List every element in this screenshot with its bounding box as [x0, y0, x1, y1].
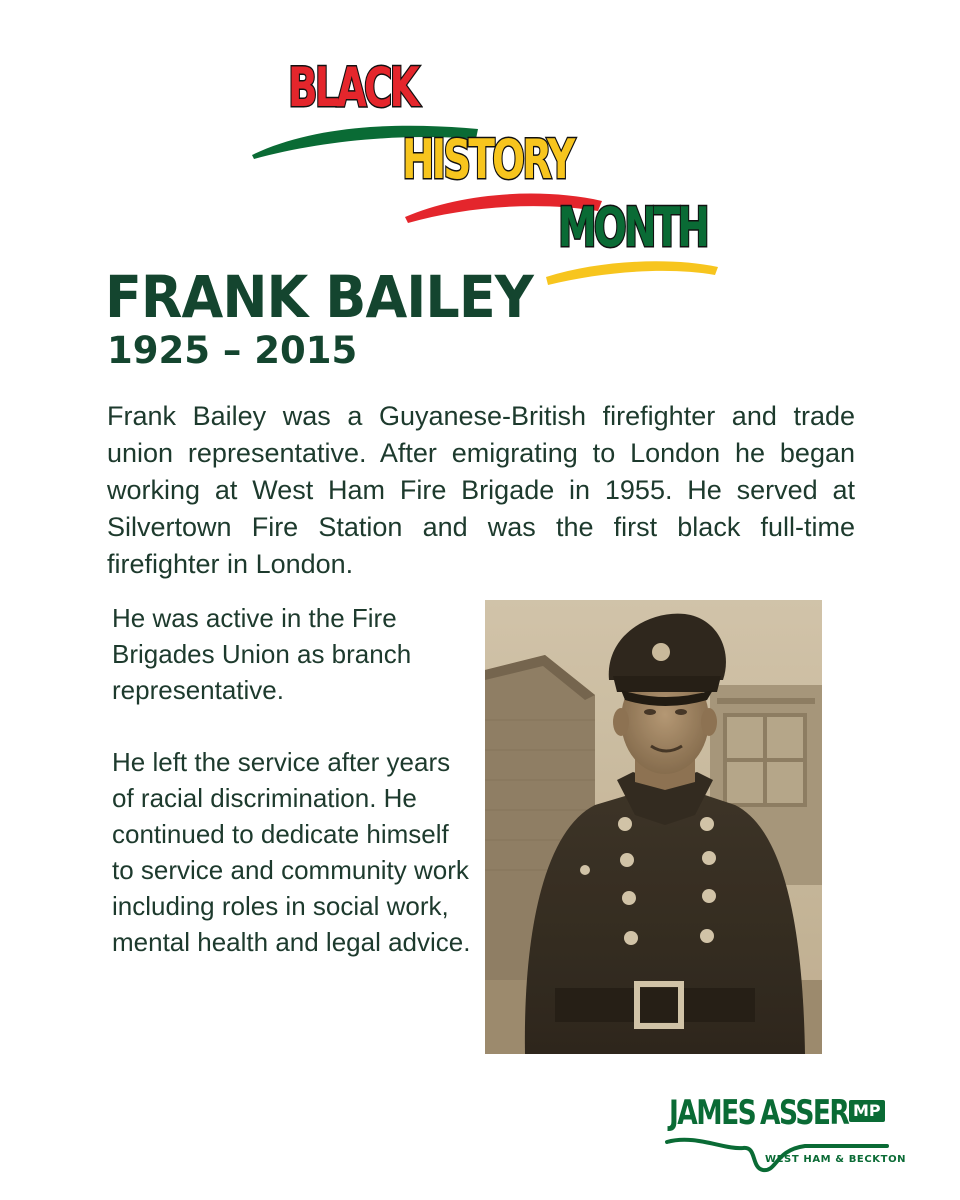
black-history-month-logo [250, 55, 730, 290]
portrait-photo [485, 600, 822, 1054]
bio-paragraph-union: He was active in the Fire Brigades Union as branch representative. [112, 603, 412, 705]
person-name: FRANK BAILEY [105, 263, 533, 331]
james-asser-mp-logo [665, 1090, 907, 1180]
logo-word-history: HISTORY [402, 128, 573, 191]
mp-last-name: ASSER [760, 1093, 849, 1133]
portrait-illustration [485, 600, 822, 1054]
mp-first-name: JAMES [669, 1093, 756, 1133]
logo-word-month: MONTH [558, 196, 707, 259]
mp-constituency: WEST HAM & BECKTON [765, 1154, 907, 1165]
bio-side-column [112, 600, 477, 960]
bio-intro: Frank Bailey was a Guyanese-British firefighter and trade union representative. After emigrating to London he began working at West Ham Fire Brigade in 1955. He served at Silvertown Fire Station and was the first black full-time firefighter in London. [107, 401, 855, 579]
bio-paragraph-later-life: He left the service after years of racial discrimination. He continued to dedicate himself to service and community work including roles in social work, mental health and legal advice. [112, 747, 471, 957]
yellow-brush-stroke [546, 261, 718, 285]
logo-word-black: BLACK [288, 56, 417, 119]
person-dates: 1925 – 2015 [107, 329, 358, 372]
mp-badge: MP [849, 1100, 885, 1122]
